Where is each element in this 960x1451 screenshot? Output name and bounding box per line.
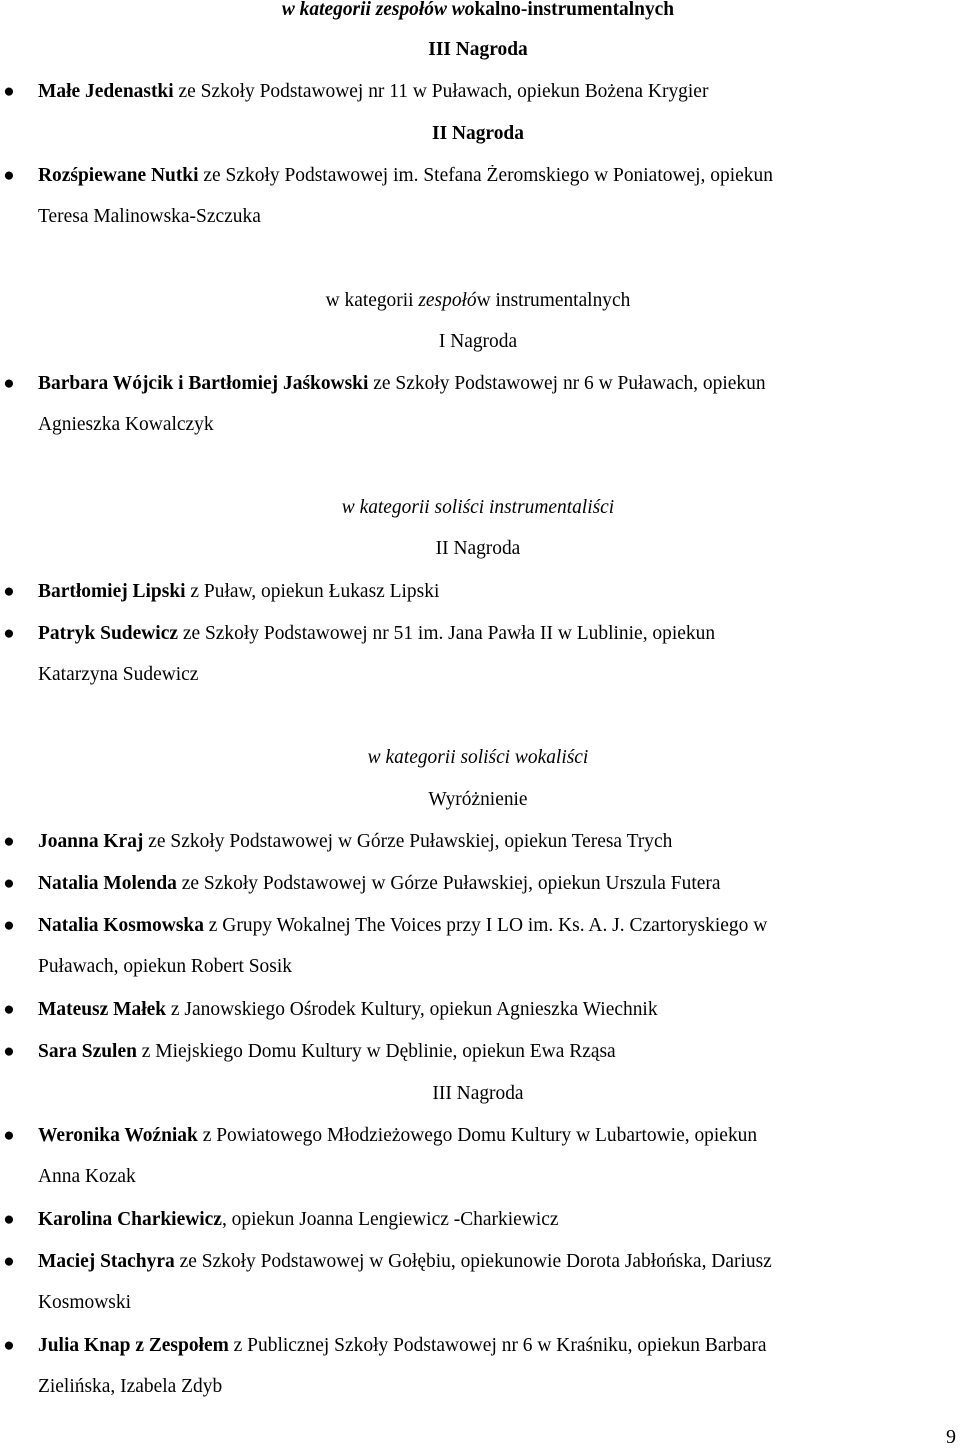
bullet-icon: ● [3,1125,15,1146]
list-item-text [38,1208,956,1232]
bullet-icon: ● [3,165,15,186]
list-item-continuation: Puławach, opiekun Robert Sosik [38,956,293,977]
bullet-icon: ● [3,1251,15,1272]
list-item-text [38,622,956,646]
participant-details: ze Szkoły Podstawowej nr 51 im. Jana Pawła II w Lublinie, opiekun [177,623,716,644]
category-heading-italic-part: zespołó [418,290,477,311]
category-heading [0,289,956,313]
award-title: III Nagroda [432,1083,524,1104]
bullet-icon: ● [3,581,15,602]
list-item-text [38,914,956,938]
award-title: I Nagroda [438,331,518,352]
award-title: Wyróżnienie [428,789,528,810]
participant-details: ze Szkoły Podstawowej w Górze Puławskiej, opiekun Urszula Futera [176,873,721,894]
list-item-text [38,1040,956,1064]
list-item-text [38,1250,956,1274]
participant-name: Patryk Sudewicz [38,623,178,644]
participant-details: z Publicznej Szkoły Podstawowej nr 6 w Kraśniku, opiekun Barbara [228,1335,767,1356]
award-title: II Nagroda [435,538,521,559]
list-item-text [38,164,956,188]
participant-name: Maciej Stachyra [38,1251,175,1272]
list-item-text [38,998,956,1022]
bullet-icon: ● [3,999,15,1020]
participant-name: Natalia Kosmowska [38,915,204,936]
participant-name: Bartłomiej Lipski [38,581,186,602]
participant-details: z Miejskiego Domu Kultury w Dęblinie, opiekun Ewa Rząsa [136,1041,616,1062]
list-item-text [38,80,956,104]
list-item-text [38,872,956,896]
participant-details: ze Szkoły Podstawowej nr 11 w Puławach, opiekun Bożena Krygier [173,81,709,102]
list-item-text [38,372,956,396]
participant-name: Mateusz Małek [38,999,167,1020]
participant-details: , opiekun Joanna Lengiewicz -Charkiewicz [221,1209,559,1230]
category-heading [0,0,956,22]
participant-name: Małe Jedenastki [38,81,174,102]
list-item-continuation: Agnieszka Kowalczyk [38,414,214,435]
participant-name: Joanna Kraj [38,831,144,852]
list-item-continuation: Anna Kozak [38,1166,136,1187]
bullet-icon: ● [3,623,15,644]
participant-name: Rozśpiewane Nutki [38,165,199,186]
participant-name: Julia Knap z Zespołem [38,1335,229,1356]
page-number: 9 [946,1426,956,1448]
participant-details: z Grupy Wokalnej The Voices przy I LO im. Ks. A. J. Czartoryskiego w [203,915,768,936]
participant-name: Barbara Wójcik i Bartłomiej Jaśkowski [38,373,369,394]
list-item-continuation: Kosmowski [38,1292,131,1313]
list-item-text [38,830,956,854]
participant-name: Natalia Molenda [38,873,177,894]
bullet-icon: ● [3,1041,15,1062]
list-item-continuation: Zielińska, Izabela Zdyb [38,1376,223,1397]
list-item-text [38,1124,956,1148]
participant-details: z Janowskiego Ośrodek Kultury, opiekun Agnieszka Wiechnik [166,999,658,1020]
participant-details: ze Szkoły Podstawowej w Górze Puławskiej, opiekun Teresa Trych [143,831,673,852]
bullet-icon: ● [3,1209,15,1230]
bullet-icon: ● [3,915,15,936]
bullet-icon: ● [3,873,15,894]
list-item-continuation: Katarzyna Sudewicz [38,664,199,685]
category-heading: w kategorii soliści wokaliści [367,747,589,768]
bullet-icon: ● [3,81,15,102]
participant-name: Weronika Woźniak [38,1125,198,1146]
participant-name: Karolina Charkiewicz [38,1209,222,1230]
award-title: II Nagroda [432,123,524,144]
category-heading-part: w kategorii [325,290,419,311]
participant-details: ze Szkoły Podstawowej nr 6 w Puławach, opiekun [368,373,766,394]
bullet-icon: ● [3,1335,15,1356]
participant-details: ze Szkoły Podstawowej w Gołębiu, opiekunowie Dorota Jabłońska, Dariusz [174,1251,772,1272]
bullet-icon: ● [3,831,15,852]
category-heading: w kategorii soliści instrumentaliści [341,497,615,518]
participant-details: ze Szkoły Podstawowej im. Stefana Żeromskiego w Poniatowej, opiekun [198,165,773,186]
list-item-text [38,580,956,604]
list-item-continuation: Teresa Malinowska-Szczuka [38,206,261,227]
award-title: III Nagroda [428,39,528,60]
category-heading-part: w instrumentalnych [476,290,631,311]
participant-details: z Powiatowego Młodzieżowego Domu Kultury w Lubartowie, opiekun [197,1125,758,1146]
bullet-icon: ● [3,373,15,394]
category-heading-italic-part: w kategorii zespołów wo [281,0,475,20]
category-heading-regular-part: kalno-instrumentalnych [474,0,675,20]
list-item-text [38,1334,956,1358]
participant-name: Sara Szulen [38,1041,137,1062]
participant-details: z Puław, opiekun Łukasz Lipski [185,581,440,602]
